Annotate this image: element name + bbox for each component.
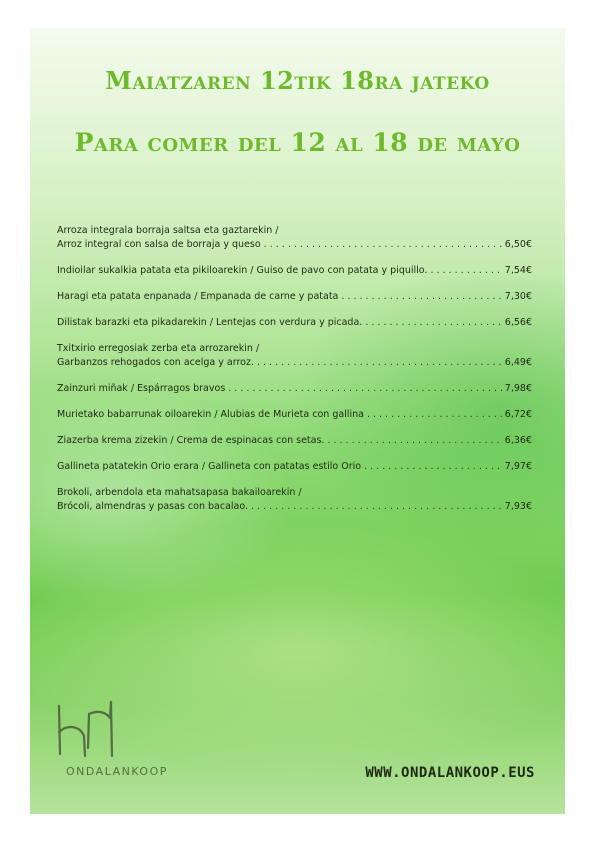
menu-item-price: 7,93€	[504, 501, 532, 512]
menu-item	[57, 342, 532, 370]
menu-item-price: 6,50€	[504, 239, 532, 250]
ondalankoop-logo-icon	[54, 696, 194, 758]
dot-leader	[327, 434, 501, 448]
menu-item-name-line1: Txitxirio erregosiak zerba eta arrozarekin /	[57, 343, 260, 354]
logo-wordmark: ONDALANKOOP	[66, 765, 168, 778]
menu-item-name: Dilistak barazki eta pikadarekin / Lentejas con verdura y picada.	[57, 317, 363, 328]
menu-item-price: 6,56€	[504, 317, 532, 328]
dot-leader	[257, 356, 502, 370]
menu-page	[30, 28, 565, 814]
menu-item-name: Haragi eta patata enpanada / Empanada de carne y patata	[57, 291, 339, 302]
menu-item-name: Zainzuri miñak / Espárragos bravos	[57, 383, 226, 394]
menu-item	[57, 408, 532, 422]
title-basque: Maiatzaren 12tik 18ra jateko	[105, 66, 490, 95]
menu-item-price: 7,97€	[504, 461, 532, 472]
menu-item-name: Indioilar sukalkia patata eta pikiloarekin / Guiso de pavo con patata y piquillo.	[57, 265, 428, 276]
menu-item	[57, 224, 532, 252]
menu-item	[57, 382, 532, 396]
menu-item-name: Garbanzos rehogados con acelga y arroz.	[57, 357, 254, 368]
title-spanish: Para comer del 12 al 18 de mayo	[74, 128, 521, 157]
menu-item-price: 6,72€	[504, 409, 532, 420]
dot-leader	[251, 500, 502, 514]
menu-item	[57, 434, 532, 448]
menu-item-name: Ziazerba krema zizekin / Crema de espinacas con setas.	[57, 435, 325, 446]
dot-leader	[364, 460, 502, 474]
menu-item-name: Gallineta patatekin Orio erara / Gallineta con patatas estilo Orio	[57, 461, 362, 472]
menu-list	[57, 224, 532, 526]
dot-leader	[228, 382, 502, 396]
menu-item	[57, 316, 532, 330]
dot-leader	[365, 316, 501, 330]
menu-item	[57, 460, 532, 474]
menu-item	[57, 264, 532, 278]
menu-item-name-line1: Arroza integrala borraja saltsa eta gaztarekin /	[57, 225, 279, 236]
dot-leader	[367, 408, 502, 422]
menu-item-price: 6,36€	[504, 435, 532, 446]
menu-item	[57, 486, 532, 514]
menu-item-price: 7,98€	[504, 383, 532, 394]
menu-item-price: 6,49€	[504, 357, 532, 368]
dot-leader	[341, 290, 501, 304]
menu-item-name-line1: Brokoli, arbendola eta mahatsapasa bakailoarekin /	[57, 487, 302, 498]
menu-item-name: Brócoli, almendras y pasas con bacalao.	[57, 501, 249, 512]
menu-item-name: Murietako babarrunak oiloarekin / Alubias de Murieta con gallina	[57, 409, 364, 420]
dot-leader	[430, 264, 501, 278]
dot-leader	[264, 238, 502, 252]
menu-item-name: Arroz integral con salsa de borraja y queso	[57, 239, 261, 250]
website-url[interactable]: WWW.ONDALANKOOP.EUS	[365, 765, 535, 781]
menu-item-price: 7,30€	[504, 291, 532, 302]
menu-item-price: 7,54€	[504, 265, 532, 276]
menu-item	[57, 290, 532, 304]
